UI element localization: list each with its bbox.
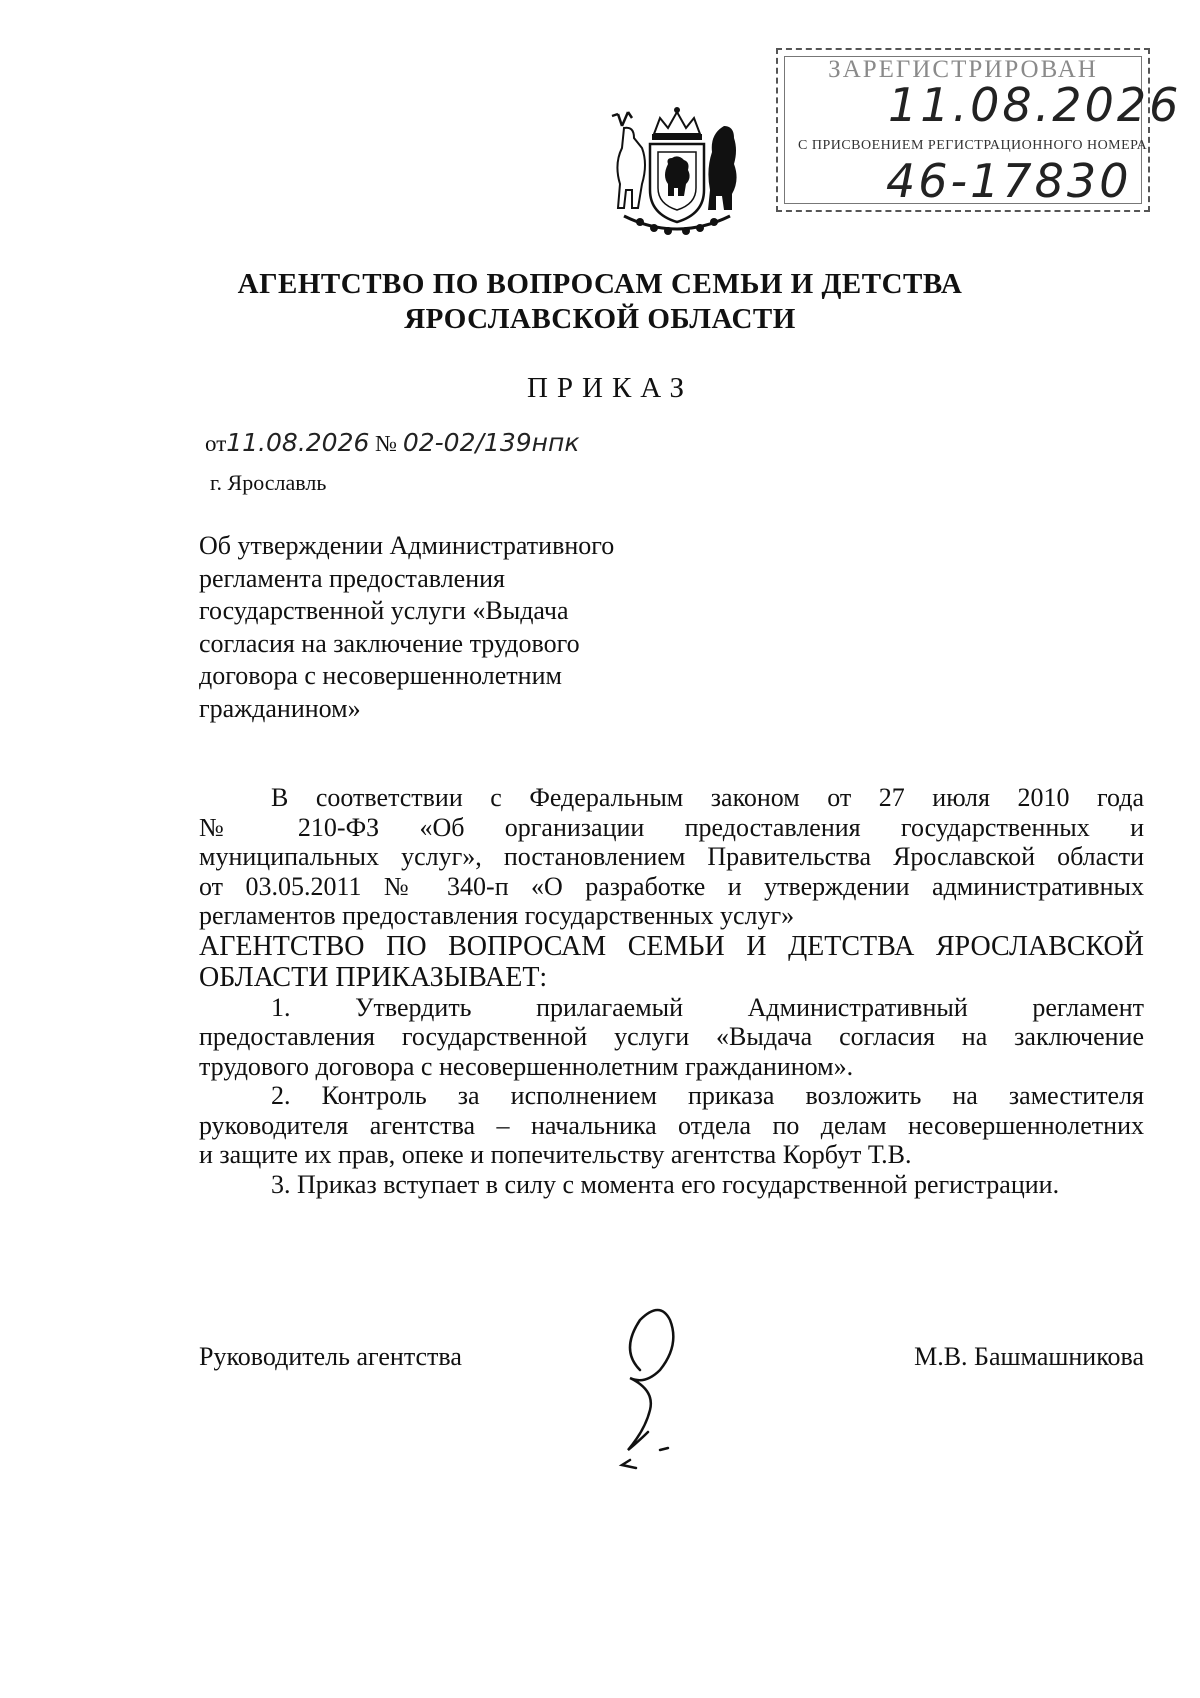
- preamble: [199, 783, 1144, 931]
- subject-line: регламента предоставления: [199, 563, 506, 593]
- order-subject: [199, 530, 669, 726]
- subject-line: государственной услуги «Выдача: [199, 596, 569, 626]
- body-line: 2. Контроль за исполнением приказа возложить на заместителя: [271, 1081, 1144, 1110]
- body-line: предоставления государственной услуги «Выдача согласия на заключение: [199, 1022, 1144, 1051]
- order-directive: [199, 931, 1144, 993]
- body-line: муниципальных услуг», постановлением Правительства Ярославской области: [199, 842, 1144, 871]
- subject-line: договора с несовершеннолетним: [199, 661, 562, 691]
- signatory-name: М.В. Башмашникова: [914, 1342, 1144, 1371]
- stamp-caption: С ПРИСВОЕНИЕМ РЕГИСТРАЦИОННОГО НОМЕРА: [798, 138, 1148, 153]
- body-line: регламентов предоставления государственных услуг»: [199, 901, 795, 930]
- stamp-title: ЗАРЕГИСТРИРОВАН: [828, 56, 1098, 83]
- subject-line: согласия на заключение трудового: [199, 628, 580, 658]
- body-line: и защите их прав, опеке и попечительству агентства Корбут Т.В.: [199, 1140, 912, 1169]
- body-line: руководителя агентства – начальника отдела по делам несовершеннолетних: [199, 1110, 1144, 1140]
- body-line: АГЕНТСТВО ПО ВОПРОСАМ СЕМЬИ И ДЕТСТВА ЯРОСЛАВСКОЙ: [199, 930, 1144, 962]
- body-line: 3. Приказ вступает в силу с момента его государственной регистрации.: [271, 1169, 1060, 1199]
- agency-name-line1: АГЕНТСТВО ПО ВОПРОСАМ СЕМЬИ И ДЕТСТВА: [237, 268, 963, 300]
- handwritten-signature-icon: [600, 1300, 720, 1470]
- body-line: от 03.05.2011 № 340-п «О разработке и утверждении административных: [199, 871, 1144, 901]
- registration-stamp: [776, 48, 1182, 212]
- order-date-prefix: от: [205, 431, 227, 456]
- body-line: 1. Утвердить прилагаемый Административный регламент: [271, 992, 1144, 1022]
- order-city: г. Ярославль: [210, 470, 327, 495]
- order-number-prefix: №: [375, 431, 398, 456]
- stamp-handwritten-date: 11.08.2026: [888, 78, 1182, 132]
- body-line: № 210-ФЗ «Об организации предоставления государственных и: [199, 812, 1144, 842]
- coat-of-arms-icon: [604, 104, 750, 244]
- order-item-1: [199, 993, 1144, 1082]
- order-date-number: [205, 428, 579, 457]
- stamp-handwritten-number: 46-17830: [886, 154, 1132, 208]
- signatory-position: Руководитель агентства: [199, 1342, 462, 1371]
- order-number: 02-02/139нпк: [402, 428, 580, 457]
- order-body: [199, 783, 1144, 1199]
- body-line: В соответствии с Федеральным законом от 27 июля 2010 года: [271, 783, 1144, 812]
- document-type: ПРИКАЗ: [526, 372, 694, 404]
- order-item-3: [199, 1170, 1144, 1200]
- order-item-2: [199, 1081, 1144, 1170]
- agency-name-line2: ЯРОСЛАВСКОЙ ОБЛАСТИ: [404, 303, 796, 335]
- subject-line: Об утверждении Административного: [199, 531, 615, 560]
- subject-line: гражданином»: [199, 693, 361, 723]
- body-line: ОБЛАСТИ ПРИКАЗЫВАЕТ:: [199, 961, 548, 993]
- body-line: трудового договора с несовершеннолетним гражданином».: [199, 1051, 854, 1081]
- order-date: 11.08.2026: [226, 428, 370, 457]
